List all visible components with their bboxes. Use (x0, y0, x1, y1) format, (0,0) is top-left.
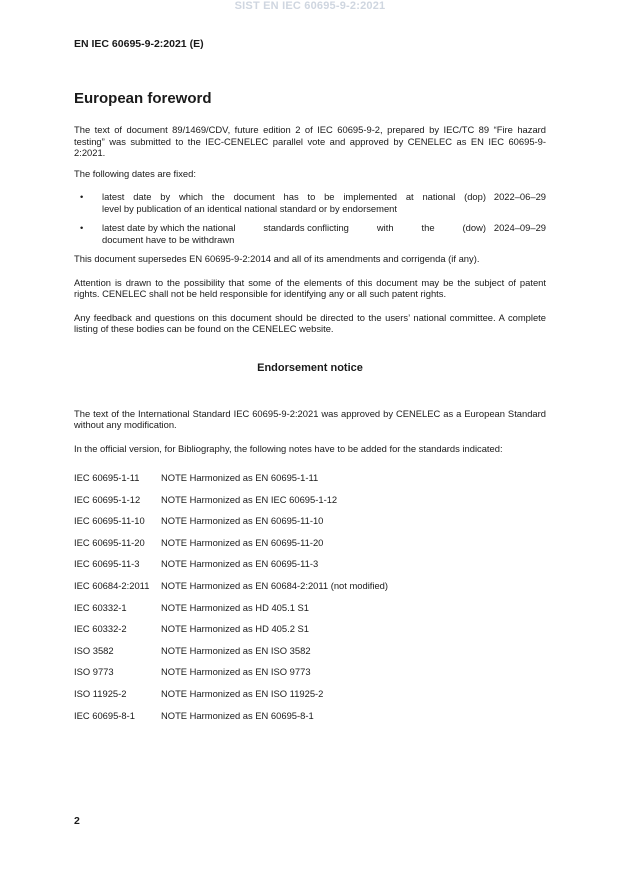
bibliography-notes-table (74, 472, 388, 731)
attention-paragraph: Attention is drawn to the possibility that some of the elements of this document may be the subject of patent rights. CENELEC shall not be held responsible for identifying any or all such patent rights. (74, 276, 546, 299)
table-row (74, 688, 388, 710)
date-description-line1: latest date by which the document has to be implemented at national (dop) (102, 191, 486, 202)
foreword-intro: The text of document 89/1469/CDV, future edition 2 of IEC 60695-9-2, prepared by IEC/TC 89 “Fire hazard testing” was submitted to the IEC-CENELEC parallel vote and approved by CENELEC as EN IEC 60695-9-2:2021. (74, 124, 546, 158)
date-value-dow: 2024–09–29 (493, 222, 546, 233)
standard-ref: IEC 60695-11-20 (74, 536, 145, 548)
standard-ref: IEC 60695-11-10 (74, 515, 145, 527)
table-row (74, 623, 388, 645)
endorsement-title: Endorsement notice (257, 361, 363, 374)
harmonized-note: NOTE Harmonized as EN 60695-8-1 (161, 709, 314, 721)
date-description-line2: level by publication of an identical national standard or by endorsement (102, 202, 397, 214)
date-description-line2: document have to be withdrawn (102, 233, 235, 245)
harmonized-note: NOTE Harmonized as EN 60695-1-11 (161, 472, 319, 483)
harmonized-note: NOTE Harmonized as HD 405.1 S1 (161, 601, 309, 613)
standard-ref: IEC 60695-1-11 (74, 472, 140, 483)
standard-ref: IEC 60332-1 (74, 601, 127, 613)
date-item-dow (74, 222, 546, 245)
table-row (74, 515, 388, 537)
page-number: 2 (74, 815, 80, 827)
feedback-paragraph: Any feedback and questions on this document should be directed to the users’ national committee. A complete listing of these bodies can be found on the CENELEC website. (74, 311, 546, 334)
table-row (74, 666, 388, 688)
document-id-header: EN IEC 60695-9-2:2021 (E) (74, 38, 204, 50)
endorsement-text: The text of the International Standard IEC 60695-9-2:2021 was approved by CENELEC as a European Standard without any modification. (74, 407, 546, 430)
watermark: SIST EN IEC 60695-9-2:2021 (234, 0, 386, 12)
standard-ref: IEC 60695-1-12 (74, 493, 141, 505)
harmonized-note: NOTE Harmonized as HD 405.2 S1 (161, 623, 309, 635)
harmonized-note: NOTE Harmonized as EN IEC 60695-1-12 (161, 493, 338, 505)
dates-list (74, 191, 546, 245)
table-row (74, 494, 388, 516)
standard-ref: ISO 11925-2 (74, 687, 127, 699)
harmonized-note: NOTE Harmonized as EN 60695-11-20 (161, 536, 324, 548)
date-value-dop: 2022–06–29 (493, 191, 546, 202)
table-row (74, 645, 388, 667)
harmonized-note: NOTE Harmonized as EN 60695-11-3 (161, 558, 319, 570)
table-row (74, 558, 388, 580)
harmonized-note: NOTE Harmonized as EN 60684-2:2011 (not modified) (161, 579, 389, 591)
harmonized-note: NOTE Harmonized as EN 60695-11-10 (161, 515, 324, 527)
table-row (74, 472, 388, 494)
bullet-icon: • (80, 191, 84, 202)
harmonized-note: NOTE Harmonized as EN ISO 11925-2 (161, 687, 324, 699)
table-row (74, 580, 388, 602)
supersedes-paragraph: This document supersedes EN 60695-9-2:2014 and all of its amendments and corrigenda (if any). (74, 253, 480, 264)
standard-ref: ISO 9773 (74, 666, 114, 678)
standard-ref: IEC 60695-8-1 (74, 709, 135, 721)
bullet-icon: • (80, 222, 84, 233)
page-content (74, 90, 546, 731)
table-row (74, 710, 388, 732)
standard-ref: IEC 60695-11-3 (74, 558, 140, 570)
standard-ref: IEC 60684-2:2011 (74, 579, 150, 591)
harmonized-note: NOTE Harmonized as EN ISO 9773 (161, 666, 311, 678)
date-description-line1: latest date by which the national standards conflicting with the (dow) (102, 222, 486, 233)
foreword-title: European foreword (74, 90, 212, 107)
dates-intro: The following dates are fixed: (74, 167, 196, 179)
table-row (74, 537, 388, 559)
bibliography-intro: In the official version, for Bibliography, the following notes have to be added for the standards indicated: (74, 442, 503, 454)
harmonized-note: NOTE Harmonized as EN ISO 3582 (161, 644, 311, 656)
date-item-dop (74, 191, 546, 214)
standard-ref: IEC 60332-2 (74, 623, 127, 635)
table-row (74, 602, 388, 624)
standard-ref: ISO 3582 (74, 644, 114, 656)
